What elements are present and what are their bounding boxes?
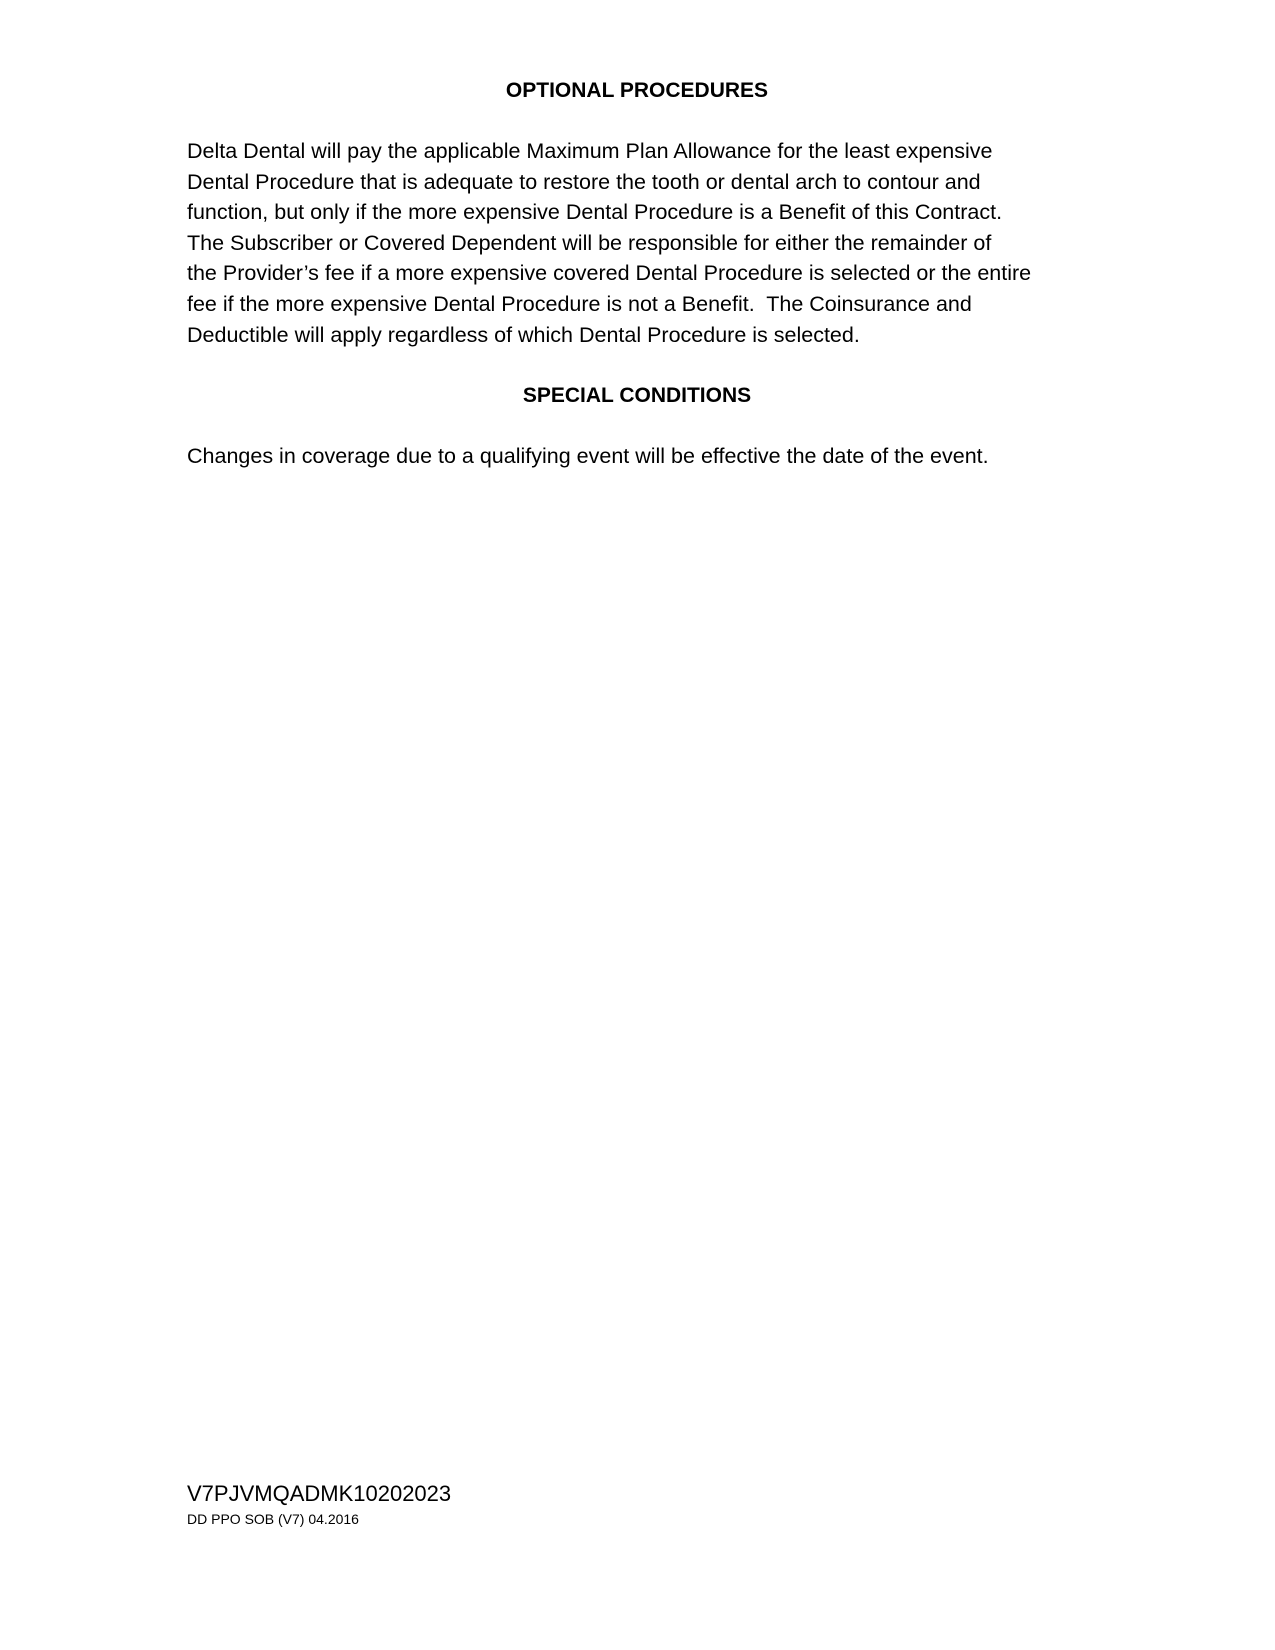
paragraph-line: Changes in coverage due to a qualifying event will be effective the date of the event. [187,444,989,468]
section-heading-optional-procedures: OPTIONAL PROCEDURES [505,79,769,102]
paragraph-line: fee if the more expensive Dental Procedure is not a Benefit. The Coinsurance and [187,291,972,316]
special-conditions-paragraph [187,441,1087,472]
paragraph-line: Dental Procedure that is adequate to restore the tooth or dental arch to contour and [187,169,981,194]
paragraph-line: The Subscriber or Covered Dependent will be responsible for either the remainder of [187,230,992,255]
paragraph-line: the Provider’s fee if a more expensive covered Dental Procedure is selected or the entire [187,261,1032,286]
document-version: DD PPO SOB (V7) 04.2016 [187,1511,359,1527]
optional-procedures-paragraph [187,136,1087,350]
document-code: V7PJVMQADMK10202023 [187,1481,452,1506]
paragraph-line: function, but only if the more expensive Dental Procedure is a Benefit of this Contract. [187,200,1003,225]
paragraph-line: Deductible will apply regardless of which Dental Procedure is selected. [187,322,860,347]
paragraph-line: Delta Dental will pay the applicable Maximum Plan Allowance for the least expensive [187,139,993,163]
section-heading-special-conditions: SPECIAL CONDITIONS [522,384,752,407]
